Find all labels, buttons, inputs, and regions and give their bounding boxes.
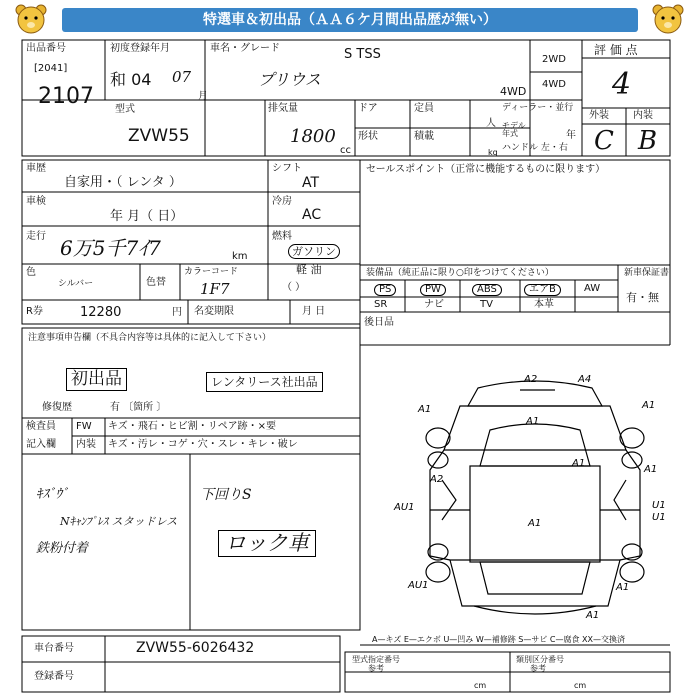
- cc-unit: cc: [340, 145, 351, 156]
- interior-check-label: 内装: [76, 439, 96, 450]
- repair-history-value: 有 〔箇所 〕: [110, 402, 167, 413]
- inspection-row1: キズ・飛石・ヒビ割・リペア跡・×要: [108, 421, 276, 432]
- inspector-label: 検査員: [26, 421, 56, 432]
- door-label: ドア: [358, 103, 378, 114]
- equip-tv: TV: [480, 299, 493, 310]
- color-code-label: カラーコード: [184, 267, 239, 277]
- recycle-unit: 円: [172, 307, 182, 318]
- handwritten-note-1: ｷｽﾞｳﾞ: [36, 487, 69, 502]
- handwritten-note-3: 鉄粉付着: [36, 541, 89, 556]
- displacement-value: 1800: [290, 126, 336, 147]
- shape-label: 形状: [358, 131, 378, 142]
- shift-label: シフト: [272, 163, 302, 174]
- warranty-label: 新車保証書: [624, 268, 670, 278]
- model-value: ZVW55: [128, 126, 190, 146]
- km-unit: km: [232, 251, 248, 262]
- history-value: 自家用・（ レンタ ）: [64, 175, 182, 190]
- exterior-label: 外装: [589, 110, 609, 121]
- rental-lease-stamp: レンタリース社出品: [206, 372, 323, 392]
- shift-value: AT: [302, 175, 320, 191]
- damage-legend: A—キズ E—エクボ U—凹み W—補修跡 S—サビ C—腐食 XX—交換済: [372, 635, 626, 644]
- damage-mark: A1: [572, 458, 586, 469]
- drive-2wd: 2WD: [542, 54, 566, 65]
- reference-label: 参考: [530, 664, 546, 673]
- banner-title: 特選車＆初出品（ＡＡ６ケ月間出品歴が無い）: [203, 12, 497, 28]
- month-unit: 月: [198, 91, 208, 102]
- chassis-number-value: ZVW55-6026432: [136, 640, 255, 656]
- interior-label: 内装: [633, 110, 653, 121]
- equip-pw: PW: [420, 284, 446, 296]
- lock-stamp: ロック車: [218, 530, 316, 557]
- class-number-label: 類別区分番号: [516, 655, 564, 664]
- chassis-number-label: 車台番号: [34, 643, 74, 654]
- damage-mark: U1: [652, 512, 666, 523]
- damage-mark: AU1: [394, 502, 415, 513]
- damage-mark: A1: [644, 464, 658, 475]
- equip-navi: ナビ: [424, 299, 444, 310]
- displacement-label: 排気量: [268, 103, 298, 114]
- damage-mark: A2: [524, 374, 538, 385]
- recycle-value: 12280: [80, 305, 122, 320]
- mileage-label: 走行: [26, 231, 46, 242]
- first-registration-month: 07: [172, 68, 192, 86]
- damage-mark: A1: [526, 416, 540, 427]
- damage-mark: A1: [418, 404, 432, 415]
- sales-point-label: セールスポイント（正常に機能するものに限ります）: [366, 164, 606, 175]
- ac-value: AC: [302, 207, 322, 223]
- model-year-label: モデル年式: [502, 121, 526, 138]
- damage-mark: A4: [578, 374, 592, 385]
- first-registration-era: 和 04: [110, 70, 152, 89]
- drive-4wd-note: 4WD: [500, 85, 527, 98]
- damage-mark: A1: [586, 610, 600, 621]
- notes-label: 注意事項申告欄（不具合内容等は具体的に記入して下さい）: [28, 333, 272, 343]
- inspection-row2: キズ・汚レ・コゲ・穴・スレ・キレ・破レ: [108, 439, 298, 450]
- fuel-label: 燃料: [272, 231, 292, 242]
- back-order-label: 後日品: [364, 317, 394, 328]
- damage-mark: A2: [430, 474, 444, 485]
- capacity-label: 定員: [414, 103, 434, 114]
- model-label: 型式: [115, 104, 135, 115]
- first-registration-label: 初度登録年月: [110, 43, 170, 54]
- damage-mark: A1: [616, 582, 630, 593]
- damage-mark: A1: [642, 400, 656, 411]
- equip-sr: SR: [374, 299, 388, 310]
- eval-label: 評 価 点: [594, 43, 638, 57]
- registration-number-label: 登録番号: [34, 671, 74, 682]
- name-change-label: 名変期限: [194, 306, 234, 317]
- eval-score: 4: [612, 67, 632, 102]
- damage-mark: AU1: [408, 580, 429, 591]
- recycle-label: R券: [26, 306, 43, 317]
- first-listing-stamp: 初出品: [66, 368, 127, 391]
- entry-label: 記入欄: [26, 439, 56, 450]
- equip-airbag: エアB: [524, 284, 561, 296]
- repair-history-label: 修復歴: [42, 402, 72, 413]
- car-damage-diagram: [390, 360, 680, 630]
- lot-number-label: 出品番号: [26, 43, 66, 54]
- equip-leather: 本革: [534, 299, 554, 310]
- type-designation-label: 型式指定番号: [352, 655, 400, 664]
- fuel-diesel: 軽 油: [296, 263, 322, 276]
- fw-label: FW: [76, 421, 92, 432]
- history-label: 車歴: [26, 163, 46, 174]
- grade-value: S TSS: [344, 47, 381, 62]
- equip-aw: AW: [584, 283, 601, 294]
- color-swap-label: 色替: [146, 277, 166, 288]
- damage-mark: A1: [528, 518, 542, 529]
- handwritten-note-2: Nｷｬﾝﾌﾟﾚｽ スタッドレス: [60, 515, 178, 528]
- reference-label: 参考: [368, 664, 384, 673]
- warranty-value: 有・無: [626, 291, 659, 304]
- inspection-value: 年 月（ 日）: [110, 209, 184, 224]
- car-name-label: 車名・グレード: [210, 43, 280, 54]
- handwritten-note-4: 下回りS: [200, 487, 252, 503]
- ac-label: 冷房: [272, 196, 292, 207]
- equipment-label: 装備品（純正品に限り○印をつけてください）: [366, 268, 554, 278]
- year-unit: 年: [566, 130, 576, 141]
- mileage-value: 6万5千7ｲ7: [60, 236, 161, 260]
- dealer-label: ディーラー・並行: [502, 103, 574, 113]
- color-value: シルバー: [58, 279, 94, 289]
- fuel-gasoline: ガソリン: [288, 244, 340, 259]
- name-change-value: 月 日: [302, 306, 326, 317]
- cm-unit: cm: [474, 681, 487, 690]
- fuel-other: （ ）: [282, 282, 306, 293]
- color-label: 色: [26, 267, 36, 278]
- handle-label: ハンドル 左・右: [502, 143, 568, 153]
- lot-number: 2107: [38, 84, 94, 109]
- inspection-label: 車検: [26, 196, 46, 207]
- exterior-grade: C: [594, 126, 614, 156]
- cm-unit: cm: [574, 681, 587, 690]
- lot-sub-number: [2041]: [34, 63, 68, 74]
- color-code-value: 1F7: [200, 280, 230, 298]
- person-unit: 人: [486, 118, 496, 129]
- equip-ps: PS: [374, 284, 396, 296]
- kg-unit: kg: [488, 148, 498, 157]
- car-name-value: プリウス: [258, 70, 321, 89]
- interior-grade: B: [638, 126, 658, 156]
- drive-4wd: 4WD: [542, 79, 566, 90]
- equip-abs: ABS: [472, 284, 502, 296]
- load-label: 積載: [414, 131, 434, 142]
- damage-mark: U1: [652, 500, 666, 511]
